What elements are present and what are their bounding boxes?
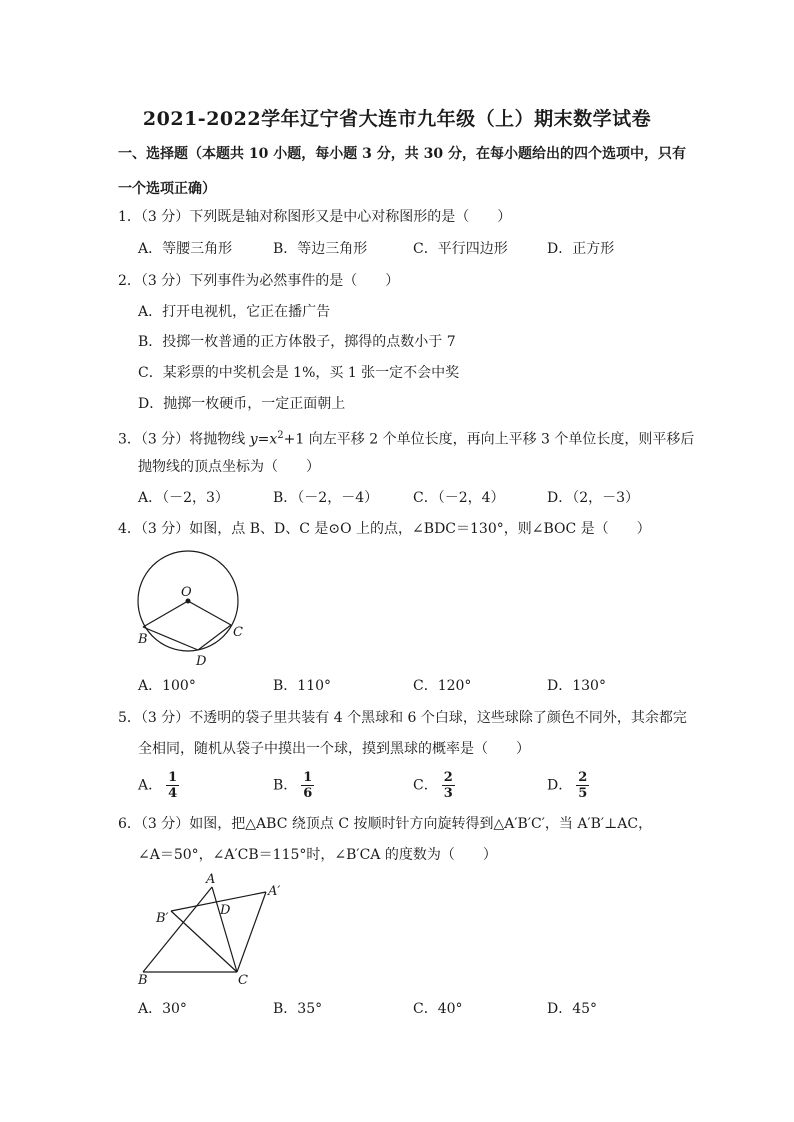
question-text: （3 分）如图，把△ABC 绕顶点 C 按顺时针方向旋转得到△A′B′C′，当 A′B′⊥AC， (140, 816, 653, 832)
segment-oc (188, 601, 231, 625)
q4-option-b: B．110° (273, 678, 332, 694)
question-text: （3 分）如图，点 B、D、C 是⊙O 上的点，∠BDC＝130°，则∠BOC 是（ ） (140, 521, 651, 537)
q5-option-a: A． $\frac{1}{4}$ (138, 770, 178, 801)
q3-option-c: C．（－2，4） (413, 490, 505, 506)
q1-option-d: D．正方形 (547, 241, 615, 257)
segment-b2c (171, 911, 237, 972)
question-number: 6． (118, 816, 141, 832)
segment-dc (198, 625, 231, 650)
label-a-prime: A′ (268, 884, 281, 899)
label-c: C (238, 973, 248, 988)
question-5-line2: 全相同，随机从袋子中摸出一个球，摸到黑球的概率是（ ） (138, 741, 530, 757)
exponent: 2 (277, 430, 284, 441)
section-heading-line2: 一个选项正确） (118, 181, 216, 197)
section-heading-line1: 一、选择题（本题共 10 小题，每小题 3 分，共 30 分，在每小题给出的四个选项中，只有 (118, 146, 686, 162)
question-3 (118, 427, 694, 449)
label-c: C (233, 625, 243, 640)
label-d: D (220, 903, 231, 918)
label-b: B (138, 973, 148, 988)
question-number: 1． (118, 209, 141, 225)
rotation-figure (130, 868, 300, 993)
q2-option-a: A．打开电视机，它正在播广告 (138, 304, 331, 320)
q2-option-c: C．某彩票的中奖机会是 1%，买 1 张一定不会中奖 (138, 365, 460, 381)
question-text: （3 分）不透明的袋子里共装有 4 个黑球和 6 个白球，这些球除了颜色不同外，其余都完 (140, 710, 687, 726)
question-text: （3 分）下列事件为必然事件的是（ ） (140, 273, 400, 289)
q6-option-a: A．30° (138, 1001, 187, 1017)
fraction: $\frac{1}{4}$ (168, 770, 178, 801)
question-text: （3 分）下列既是轴对称图形又是中心对称图形的是（ ） (140, 209, 512, 225)
q6-option-b: B．35° (273, 1001, 323, 1017)
var-y: y (249, 431, 258, 448)
q1-option-b: B．等边三角形 (273, 241, 368, 257)
label-a: A (206, 872, 216, 887)
label-o: O (181, 585, 192, 600)
circle-figure (130, 545, 260, 670)
fraction: $\frac{2}{3}$ (443, 770, 453, 801)
equals: = (257, 431, 270, 448)
q5-option-b: B． $\frac{1}{6}$ (273, 770, 313, 801)
fraction: $\frac{2}{5}$ (578, 770, 588, 801)
question-6-line2: ∠A＝50°，∠A′CB＝115°时，∠B′CA 的度数为（ ） (138, 847, 497, 863)
page-title: 2021-2022学年辽宁省大连市九年级（上）期末数学试卷 (142, 108, 652, 130)
label-d: D (196, 654, 207, 669)
label-b: B (138, 632, 148, 647)
segment-a2c (237, 892, 266, 972)
q6-option-d: D．45° (547, 1001, 598, 1017)
q1-option-c: C．平行四边形 (413, 241, 508, 257)
q5-option-c: C． $\frac{2}{3}$ (413, 770, 453, 801)
segment-ab (143, 887, 212, 972)
q4-option-c: C．120° (413, 678, 472, 694)
label-b-prime: B′ (156, 911, 169, 926)
var-x: x (269, 431, 278, 448)
question-text-post: +1 向左平移 2 个单位长度，再向上平移 3 个单位长度，则平移后 (283, 431, 695, 448)
question-1 (118, 208, 511, 226)
question-number: 5． (118, 710, 141, 726)
question-number: 2． (118, 273, 141, 289)
segment-bd (143, 627, 198, 650)
q6-option-c: C．40° (413, 1001, 463, 1017)
q2-option-b: B．投掷一枚普通的正方体骰子，掷得的点数小于 7 (138, 334, 456, 350)
question-5 (118, 709, 687, 727)
question-number: 4． (118, 521, 141, 537)
question-2 (118, 272, 399, 290)
q3-option-d: D．（2，－3） (547, 490, 640, 506)
question-6 (118, 815, 652, 833)
question-3-line2: 抛物线的顶点坐标为（ ） (138, 459, 320, 475)
question-4 (118, 520, 651, 538)
question-number: 3． (118, 431, 141, 448)
q3-option-b: B．（－2，－4） (273, 490, 379, 506)
q5-option-d: D． $\frac{2}{5}$ (547, 770, 588, 801)
fraction: $\frac{1}{6}$ (303, 770, 313, 801)
q1-option-a: A．等腰三角形 (138, 241, 233, 257)
q2-option-d: D．抛掷一枚硬币，一定正面朝上 (138, 396, 346, 412)
question-text-pre: （3 分）将抛物线 (140, 431, 250, 448)
q3-option-a: A．（－2，3） (138, 490, 229, 506)
q4-option-a: A．100° (138, 678, 196, 694)
segment-ob (143, 601, 188, 627)
q4-option-d: D．130° (547, 678, 606, 694)
